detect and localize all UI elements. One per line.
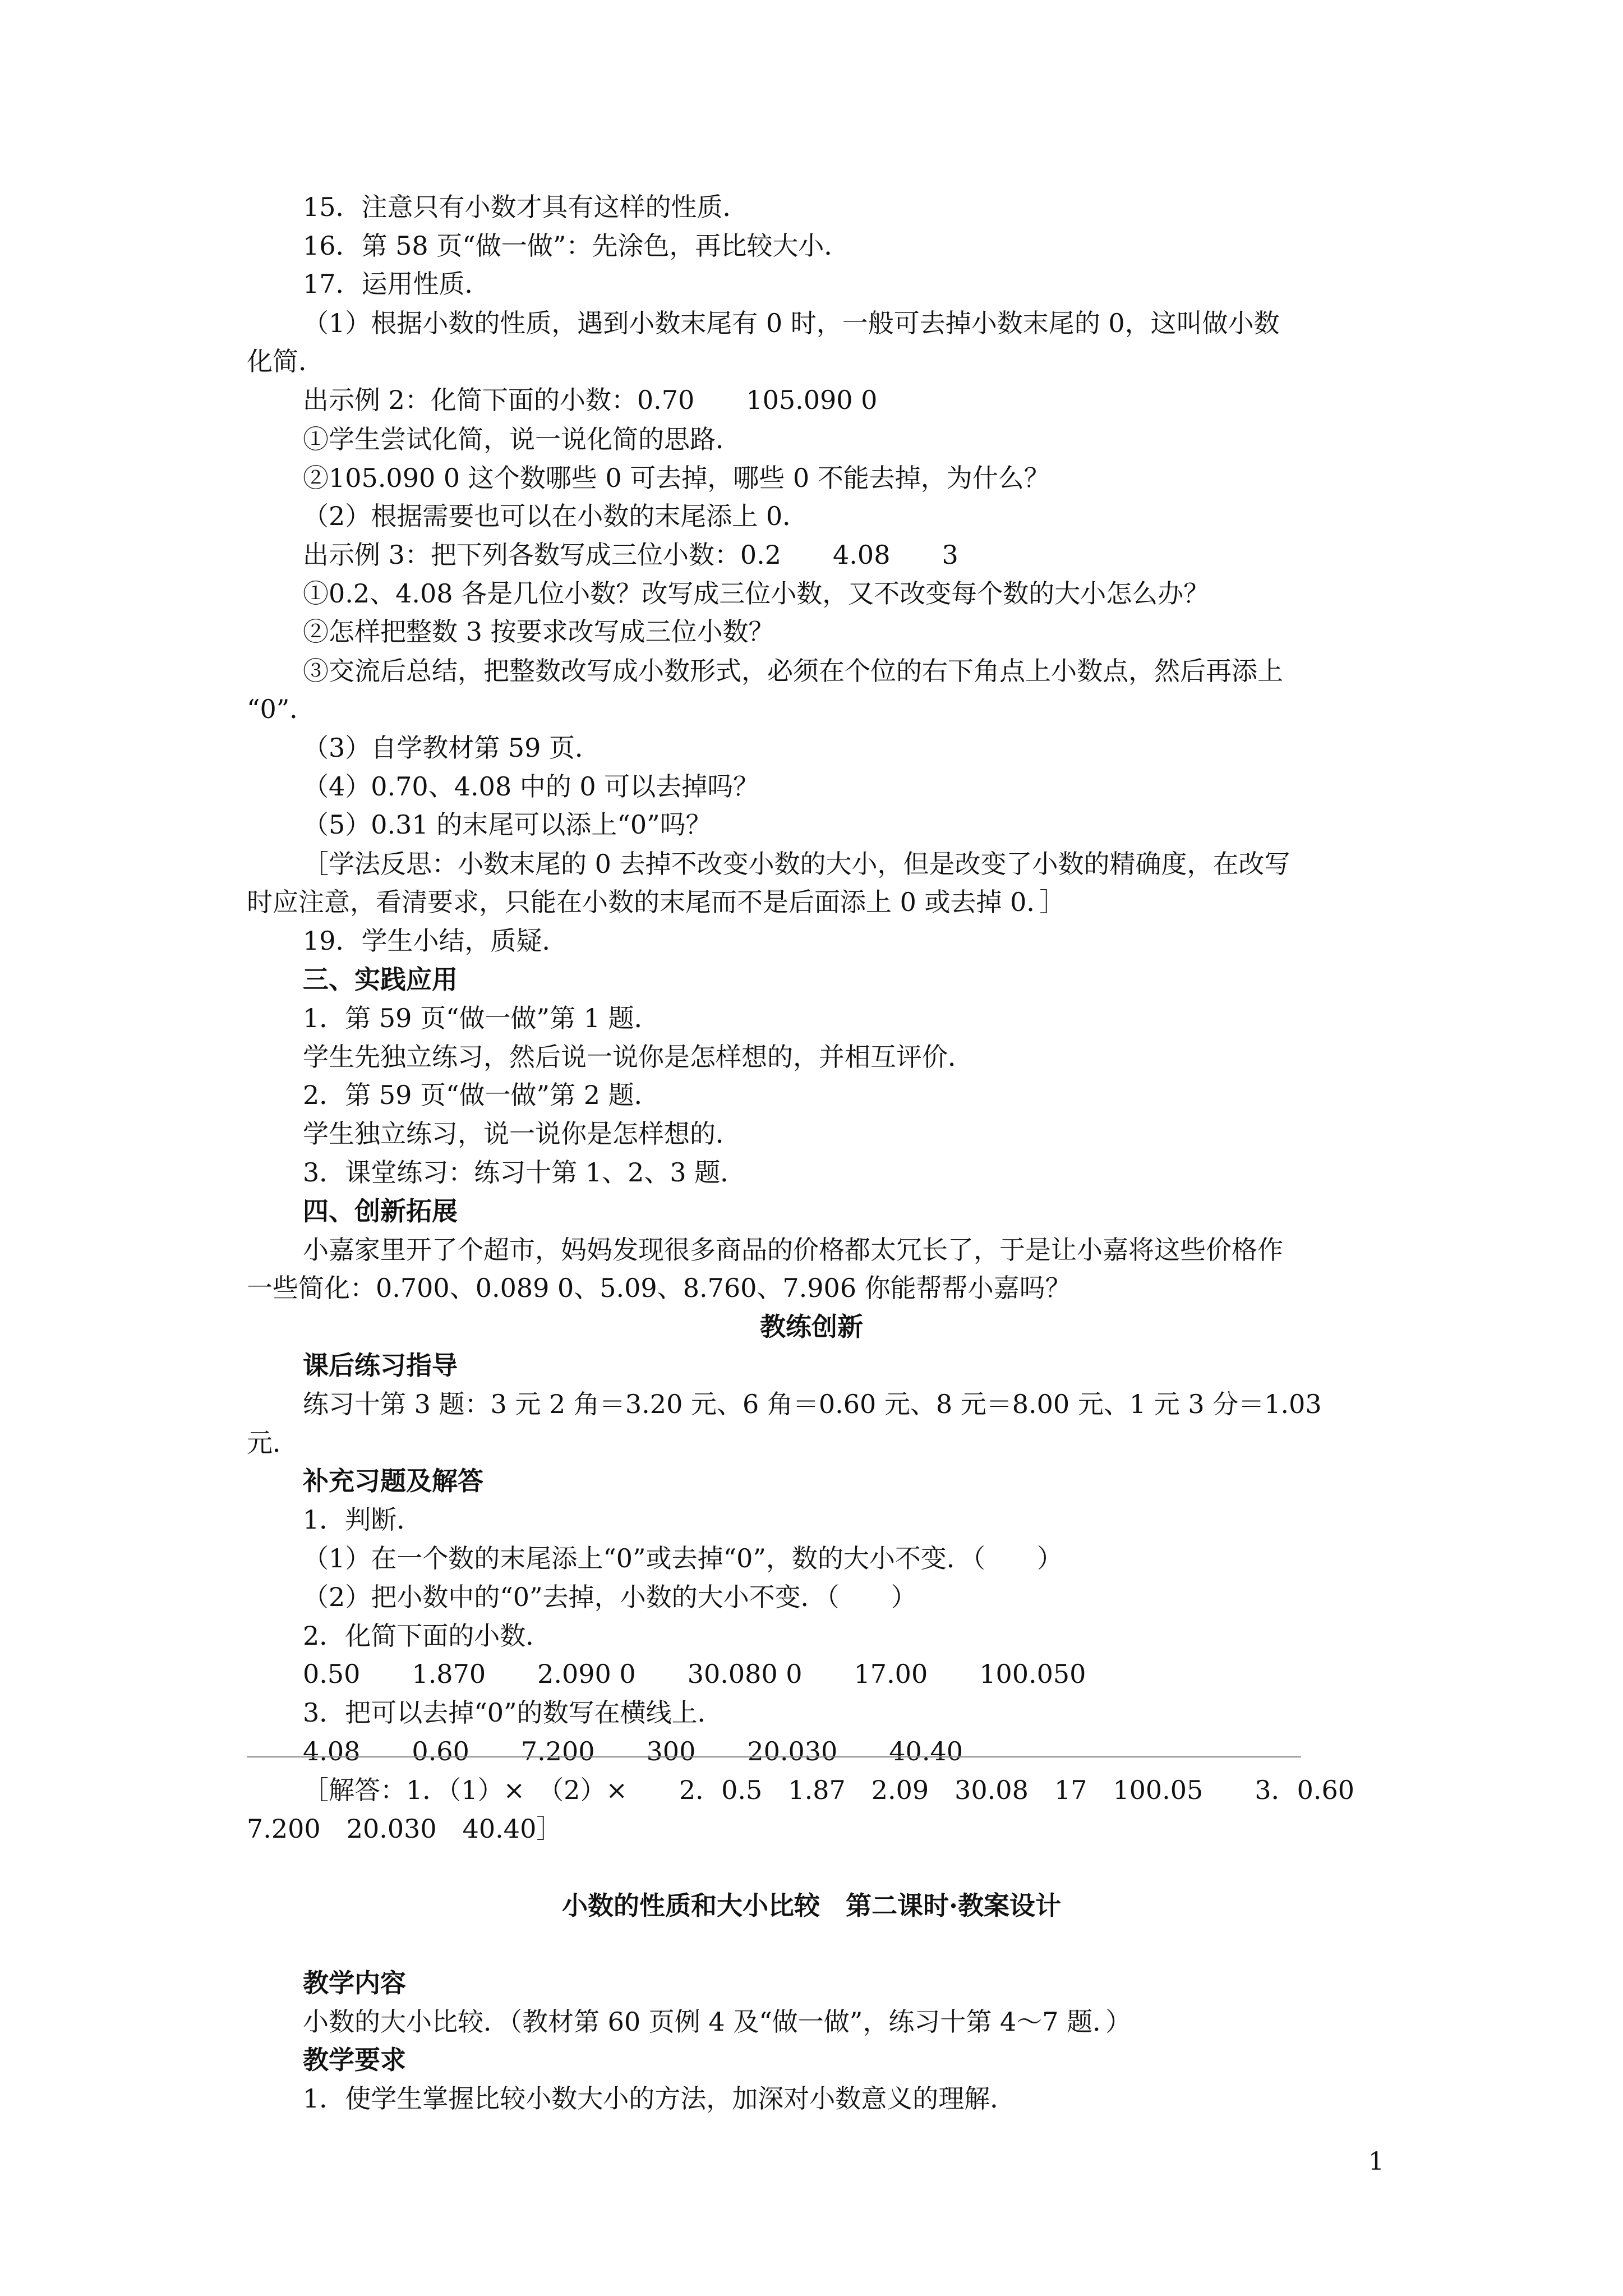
text-line: ①0.2、4.08 各是几位小数？改写成三位小数，又不改变每个数的大小怎么办？ <box>303 578 1210 609</box>
text-line: 练习十第 3 题：3 元 2 角＝3.20 元、6 角＝0.60 元、8 元＝8.00 元、1 元 3 分＝1.03 <box>303 1389 1322 1419</box>
text-line: 3．课堂练习：练习十第 1、2、3 题． <box>303 1157 746 1188</box>
text-line: 2．第 59 页“做一做”第 2 题． <box>303 1080 660 1110</box>
text-line: 0.50 1.870 2.090 0 30.080 0 17.00 100.050 <box>303 1659 1086 1689</box>
text-line: 学生先独立练习，然后说一说你是怎样想的，并相互评价． <box>303 1042 974 1072</box>
text-line: 17．运用性质． <box>303 269 491 299</box>
text-line: 4.08 0.60 7.200 300 20.030 40.40 <box>303 1736 963 1766</box>
text-line: 出示例 3：把下列各数写成三位小数：0.2 4.08 3 <box>303 540 958 570</box>
section-heading: 补充习题及解答 <box>303 1466 483 1496</box>
section-heading: 四、创新拓展 <box>303 1196 458 1226</box>
section-title: 教练创新 <box>760 1312 863 1342</box>
section-heading: 教学内容 <box>303 1968 406 1998</box>
text-line: 学生独立练习，说一说你是怎样想的． <box>303 1119 741 1149</box>
text-line: （2）根据需要也可以在小数的末尾添上 0． <box>303 501 809 531</box>
text-line: “0”． <box>247 694 316 724</box>
text-line: 一些简化：0.700、0.089 0、5.09、8.760、7.906 你能帮帮小嘉吗？ <box>247 1273 1071 1303</box>
text-line: 19．学生小结，质疑． <box>303 926 568 956</box>
text-line: 1．判断． <box>303 1504 423 1535</box>
text-line: 2．化简下面的小数． <box>303 1621 552 1651</box>
text-line: （1）在一个数的末尾添上“0”或去掉“0”，数的大小不变．（ ） <box>303 1543 1063 1573</box>
text-line: 时应注意，看清要求，只能在小数的末尾而不是后面添上 0 或去掉 0．］ <box>247 887 1066 917</box>
section-heading: 三、实践应用 <box>303 964 458 995</box>
text-line: 元． <box>247 1428 298 1458</box>
text-line: （5）0.31 的末尾可以添上“0”吗？ <box>303 809 712 840</box>
page-number: 1 <box>1368 2147 1384 2176</box>
text-line: 1．第 59 页“做一做”第 1 题． <box>303 1003 660 1033</box>
answer-line: 7.200 20.030 40.40］ <box>247 1814 562 1844</box>
text-line: 化简． <box>247 346 324 376</box>
lesson-title: 小数的性质和大小比较 第二课时·教案设计 <box>561 1890 1061 1921</box>
text-line: ［学法反思：小数末尾的 0 去掉不改变小数的大小，但是改变了小数的精确度，在改写 <box>303 849 1290 879</box>
text-line: （2）把小数中的“0”去掉，小数的大小不变．（ ） <box>303 1582 917 1612</box>
text-line: 小数的大小比较．（教材第 60 页例 4 及“做一做”，练习十第 4～7 题．） <box>303 2007 1132 2037</box>
text-line: ③交流后总结，把整数改写成小数形式，必须在个位的右下角点上小数点，然后再添上 <box>303 656 1283 686</box>
text-line: （1）根据小数的性质，遇到小数末尾有 0 时，一般可去掉小数末尾的 0，这叫做小数 <box>303 308 1280 338</box>
section-heading: 课后练习指导 <box>303 1350 458 1381</box>
text-line: ②105.090 0 这个数哪些 0 可去掉，哪些 0 不能去掉，为什么？ <box>303 463 1050 493</box>
text-line: （4）0.70、4.08 中的 0 可以去掉吗？ <box>303 771 759 802</box>
text-line: ①学生尝试化简，说一说化简的思路． <box>303 424 741 454</box>
horizontal-rule <box>247 1756 1301 1757</box>
section-heading: 教学要求 <box>303 2045 406 2075</box>
text-line: 出示例 2：化简下面的小数：0.70 105.090 0 <box>303 385 878 415</box>
text-line: 15．注意只有小数才具有这样的性质． <box>303 192 749 222</box>
text-line: （3）自学教材第 59 页． <box>303 733 601 763</box>
answer-line: ［解答：1．（1）× （2）× 2．0.5 1.87 2.09 30.08 17 100.05 3．0.60 <box>303 1775 1355 1805</box>
text-line: 3．把可以去掉“0”的数写在横线上． <box>303 1697 723 1728</box>
text-line: 16．第 58 页“做一做”：先涂色，再比较大小． <box>303 231 850 261</box>
text-line: 1．使学生掌握比较小数大小的方法，加深对小数意义的理解． <box>303 2083 1016 2114</box>
text-line: 小嘉家里开了个超市，妈妈发现很多商品的价格都太冗长了，于是让小嘉将这些价格作 <box>303 1235 1283 1265</box>
text-line: ②怎样把整数 3 按要求改写成三位小数？ <box>303 616 774 647</box>
